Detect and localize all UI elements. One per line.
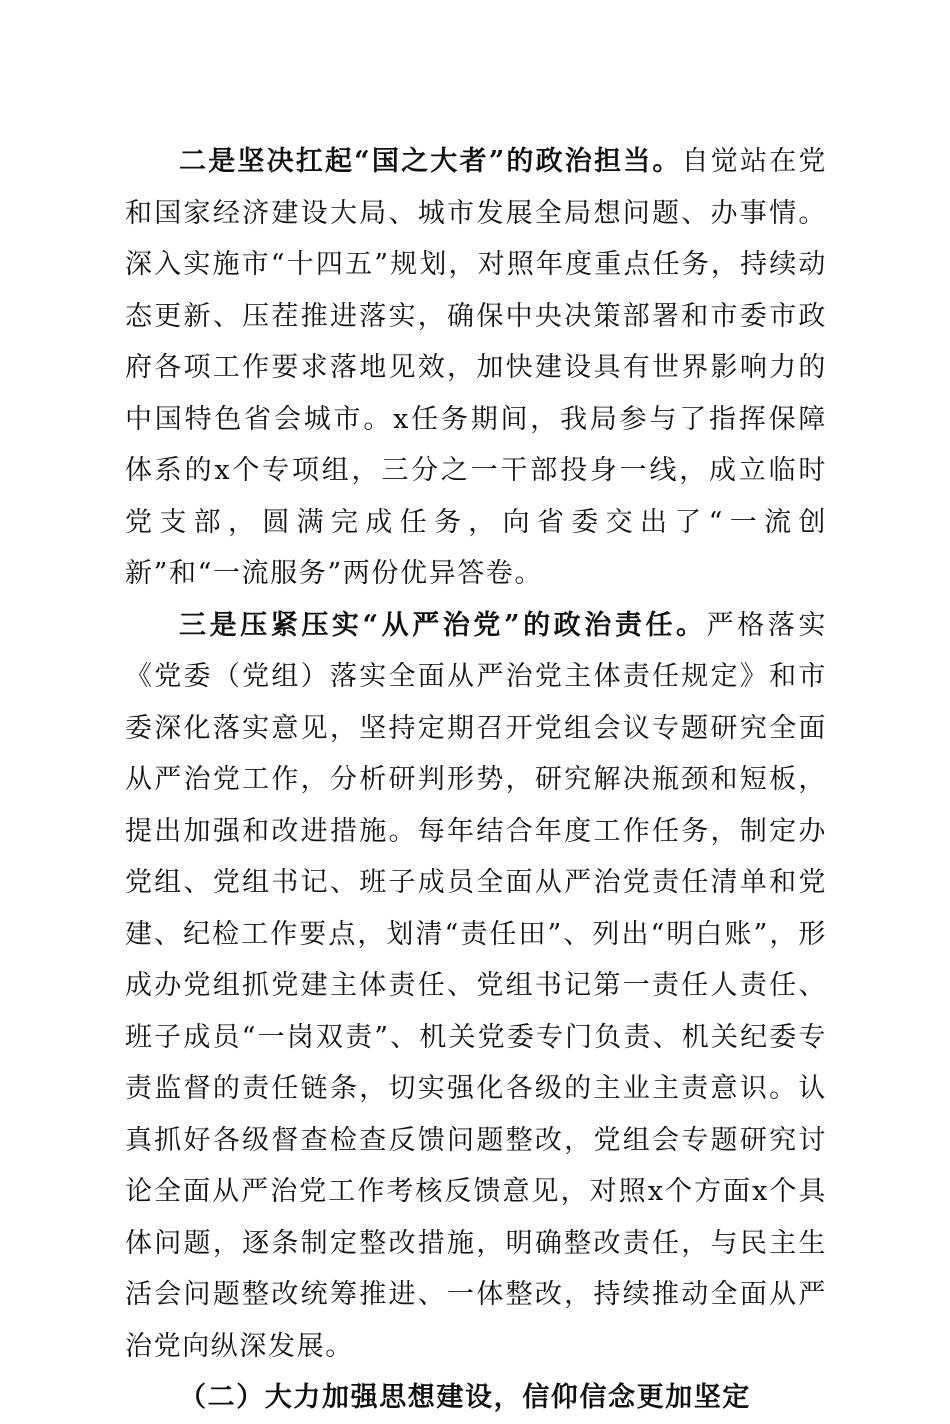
paragraph-lead: 三是压紧压实“从严治党”的政治责任。 bbox=[179, 609, 707, 641]
section-subheading: （二）大力加强思想建设，信仰信念更加坚定 bbox=[179, 1382, 751, 1413]
paragraph-political-responsibility bbox=[125, 136, 827, 600]
document-page bbox=[125, 136, 827, 1424]
paragraph-lead: 二是坚决扛起“国之大者”的政治担当。 bbox=[179, 146, 682, 177]
paragraph-body: 严格落实《党委（党组）落实全面从严治党主体责任规定》和市委深化落实意见，坚持定期召开党组会议专题研究全面从严治党工作，分析研判形势，研究解决瓶颈和短板，提出加强和改进措施。每年结合年度工作任务，制定办党组、党组书记、班子成员全面从严治党责任清单和党建、纪检工作要点，划清“责任田”、列出“明白账”，形成办党组抓党建主体责任、党组书记第一责任人责任、班子成员“一岗双责”、机关党委专门负责、机关纪委专责监督的责任链条，切实强化各级的主业主责意识。认真抓好各级督查检查反馈问题整改，党组会专题研究讨论全面从严治党工作考核反馈意见，对照x个方面x个具体问题，逐条制定整改措施，明确整改责任，与民主生活会问题整改统筹推进、一体整改，持续推动全面从严治党向纵深发展。 bbox=[125, 609, 827, 1362]
paragraph-body: 自觉站在党和国家经济建设大局、城市发展全局想问题、办事情。深入实施市“十四五”规划，对照年度重点任务，持续动态更新、压茬推进落实，确保中央决策部署和市委市政府各项工作要求落地见效，加快建设具有世界影响力的中国特色省会城市。x任务期间，我局参与了指挥保障体系的x个专项组，三分之一干部投身一线，成立临时党支部，圆满完成任务，向省委交出了“一流创新”和“一流服务”两份优异答卷。 bbox=[125, 146, 827, 589]
paragraph-strict-governance bbox=[125, 600, 827, 1373]
